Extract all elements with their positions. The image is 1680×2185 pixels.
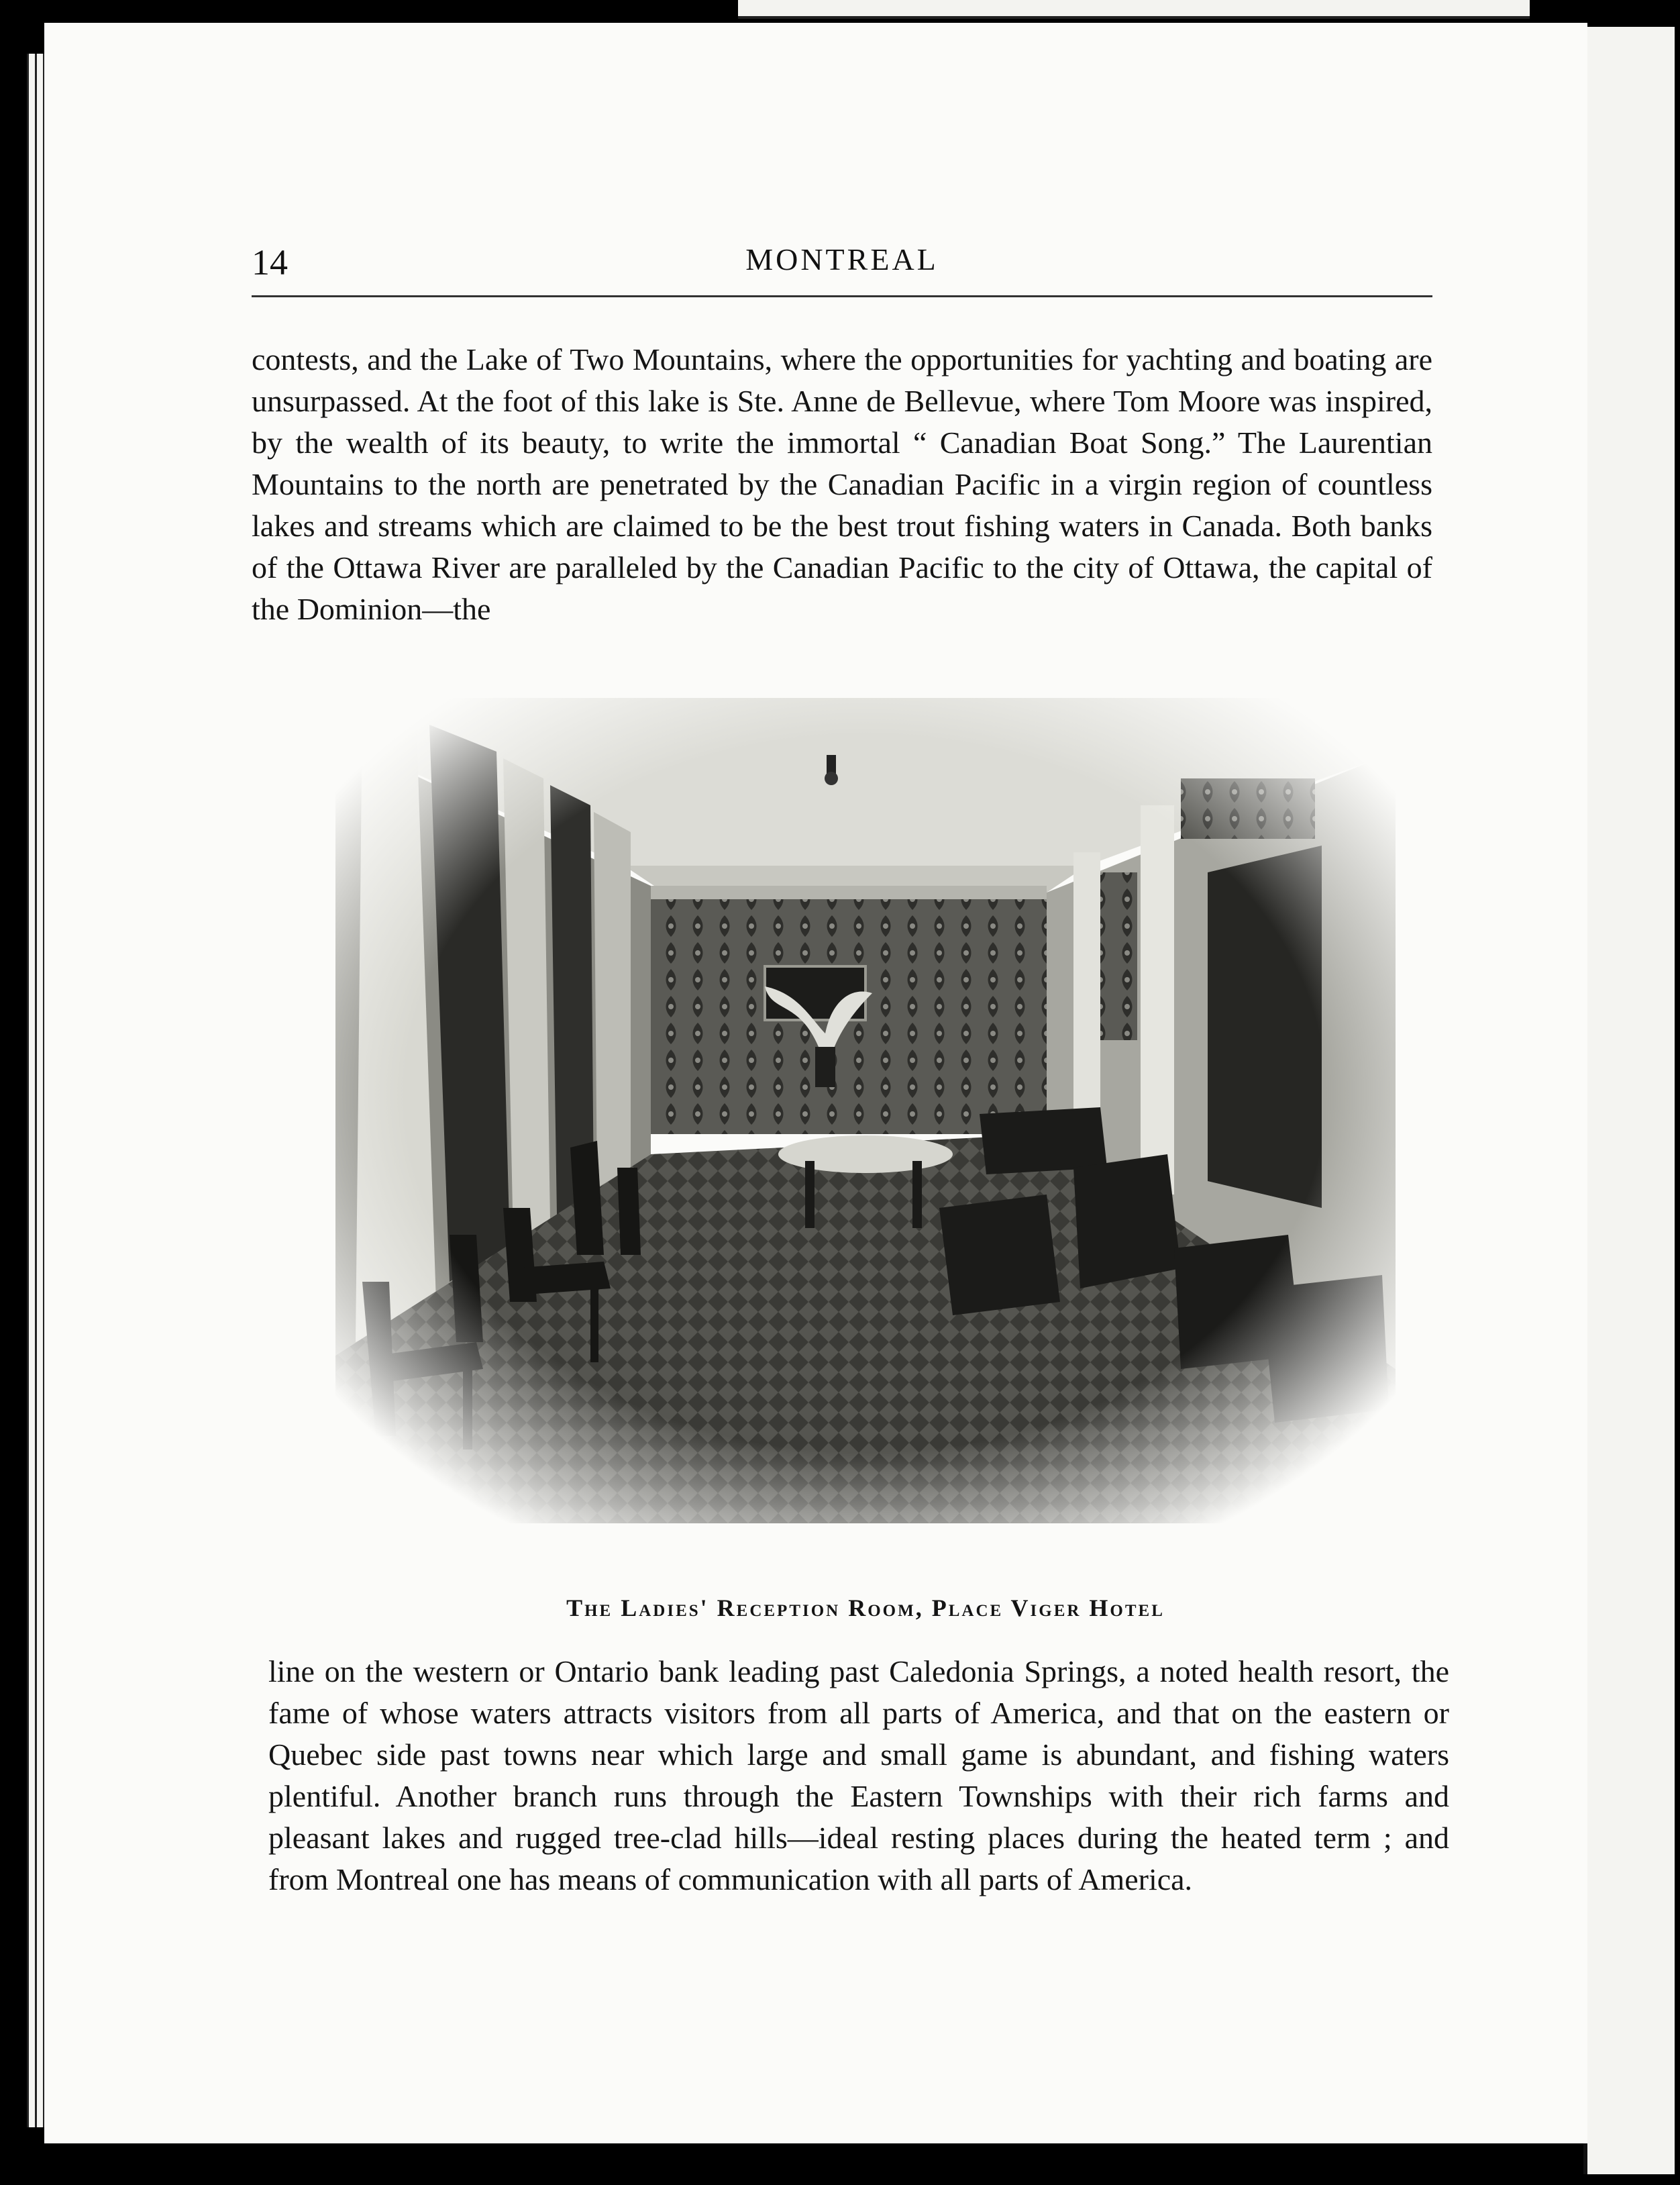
body-paragraph-2: line on the western or Ontario bank leading past Caledonia Springs, a noted health resort, the fame of whose waters attracts visitors from all parts of America, and that on the eastern or Quebec side past towns near which large and small game is abundant, and fishing waters plentiful. Another branch runs through the Eastern Townships with their rich farms and pleasant lakes and rugged tree-clad hills—ideal resting places during the heated term ; and from Montreal one has means of communication with all parts of America. — [268, 1654, 1449, 1896]
running-title: MONTREAL — [745, 242, 939, 276]
page-header — [252, 235, 1432, 289]
page-number: 14 — [252, 242, 288, 283]
adjacent-page-right-edge — [1583, 27, 1675, 2174]
figure-caption: The Ladies' Reception Room, Place Viger Hotel — [566, 1594, 1165, 1621]
header-rule — [252, 295, 1432, 297]
adjacent-page-top-edge — [738, 0, 1530, 19]
reception-room-photograph — [335, 698, 1396, 1523]
body-paragraph-1: contests, and the Lake of Two Mountains, where the opportunities for yachting and boating are unsurpassed. At the foot of this lake is Ste. Anne de Bellevue, where Tom Moore was inspired, by the wealth of its beauty, to write the immortal “ Canadian Boat Song.” The Laurentian Mountains to the north are penetrated by the Canadian Pacific in a virgin region of countless lakes and streams which are claimed to be the best trout fishing waters in Canada. Both banks of the Ottawa River are paralleled by the Canadian Pacific to the city of Ottawa, the capital of the Dominion—the — [252, 342, 1432, 626]
